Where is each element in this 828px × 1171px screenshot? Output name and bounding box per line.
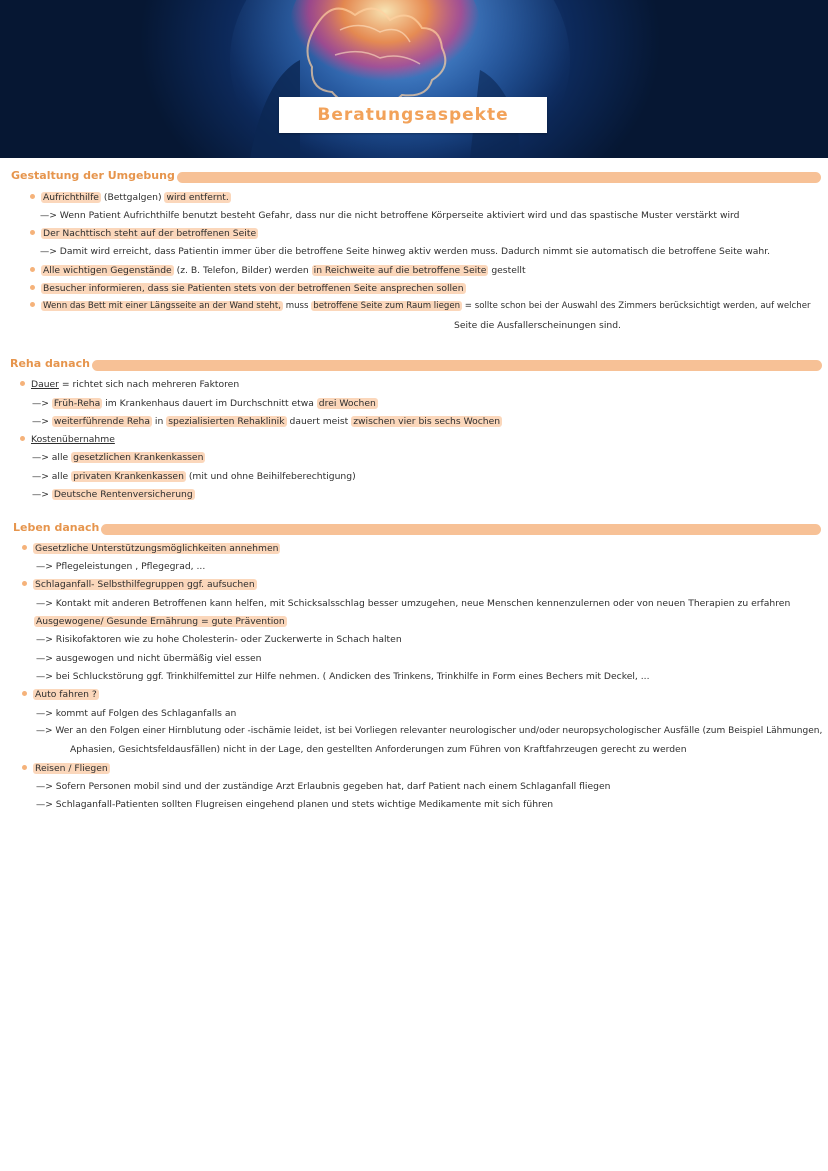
bullet-icon	[30, 285, 35, 290]
heading-label: Reha danach	[10, 357, 90, 370]
list-item: —> kommt auf Folgen des Schlaganfalls an	[36, 708, 237, 719]
list-item: —> Früh-Reha im Krankenhaus dauert im Durchschnitt etwa drei Wochen	[32, 398, 376, 409]
list-item: —> Kontakt mit anderen Betroffenen kann helfen, mit Schicksalsschlag besser umzugehen, neue Menschen kennenzulernen oder von neuen Therapien zu erfahren	[36, 598, 791, 609]
bullet-icon	[30, 267, 35, 272]
heading-label: Leben danach	[13, 521, 100, 534]
list-item: —> Wenn Patient Aufrichthilfe benutzt besteht Gefahr, dass nur die nicht betroffene Körperseite aktiviert wird und das spastische Muster verstärkt wird	[40, 210, 740, 221]
list-item: Schlaganfall- Selbsthilfegruppen ggf. aufsuchen	[22, 578, 257, 591]
list-item: Auto fahren ?	[22, 688, 99, 701]
list-item: —> Wer an den Folgen einer Hirnblutung oder -ischämie leidet, ist bei Vorliegen relevanter neurologischer und/oder neuropsychologischer Ausfälle (zum Beispiel Lähmungen,	[36, 726, 823, 736]
list-item: —> Deutsche Rentenversicherung	[32, 489, 193, 500]
bullet-icon	[22, 765, 27, 770]
list-item: —> Pflegeleistungen , Pflegegrad, ...	[36, 561, 206, 572]
heading-bar	[101, 524, 821, 535]
list-item: —> bei Schluckstörung ggf. Trinkhilfemittel zur Hilfe nehmen. ( Andicken des Trinkens, Trinkhilfe in Form eines Bechers mit Deckel, ...	[36, 671, 650, 682]
bullet-icon	[30, 302, 35, 307]
list-item: —> Damit wird erreicht, dass Patientin immer über die betroffene Seite hinweg aktiv werden muss. Dadurch nimmt sie automatisch die betroffene Seite wahr.	[40, 246, 771, 257]
list-item: —> ausgewogen und nicht übermäßig viel essen	[36, 653, 262, 664]
list-item: Alle wichtigen Gegenstände (z. B. Telefon, Bilder) werden in Reichweite auf die betroffene Seite gestellt	[30, 264, 526, 277]
list-item: Kostenübernahme	[20, 433, 115, 446]
header-banner	[0, 0, 828, 158]
list-item: Ausgewogene/ Gesunde Ernährung = gute Prävention	[36, 616, 285, 627]
brain-illustration	[0, 0, 828, 158]
bullet-icon	[20, 436, 25, 441]
heading-bar	[92, 360, 822, 371]
page-title: Beratungsaspekte	[317, 105, 509, 125]
list-item: —> alle gesetzlichen Krankenkassen	[32, 452, 204, 463]
list-item: —> Schlaganfall-Patienten sollten Flugreisen eingehend planen und stets wichtige Medikamente mit sich führen	[36, 799, 554, 810]
list-item: Seite die Ausfallerscheinungen sind.	[454, 320, 621, 331]
heading-label: Gestaltung der Umgebung	[11, 169, 175, 182]
section-heading-leben	[13, 521, 821, 536]
list-item: Reisen / Fliegen	[22, 762, 110, 775]
list-item: Aphasien, Gesichtsfeldausfällen) nicht in der Lage, den gestellten Anforderungen zum Führen von Kraftfahrzeugen gerecht zu werden	[70, 744, 687, 755]
list-item: Dauer = richtet sich nach mehreren Faktoren	[20, 378, 239, 391]
bullet-icon	[30, 194, 35, 199]
list-item: Wenn das Bett mit einer Längsseite an der Wand steht, muss betroffene Seite zum Raum liegen = sollte schon bei der Auswahl des Zimmers berücksichtigt werden, auf welcher	[30, 300, 811, 313]
section-heading-umgebung	[11, 169, 821, 184]
heading-bar	[177, 172, 821, 183]
bullet-icon	[22, 691, 27, 696]
bullet-icon	[22, 545, 27, 550]
bullet-icon	[30, 230, 35, 235]
list-item: —> alle privaten Krankenkassen (mit und ohne Beihilfeberechtigung)	[32, 471, 356, 482]
list-item: —> Sofern Personen mobil sind und der zuständige Arzt Erlaubnis gegeben hat, darf Patient nach einem Schlaganfall fliegen	[36, 781, 611, 792]
bullet-icon	[22, 581, 27, 586]
list-item: Gesetzliche Unterstützungsmöglichkeiten annehmen	[22, 542, 280, 555]
list-item: Besucher informieren, dass sie Patienten stets von der betroffenen Seite ansprechen sollen	[30, 282, 466, 295]
list-item: —> Risikofaktoren wie zu hohe Cholesterin- oder Zuckerwerte in Schach halten	[36, 634, 402, 645]
title-box	[279, 97, 547, 133]
list-item: —> weiterführende Reha in spezialisierten Rehaklinik dauert meist zwischen vier bis sechs Wochen	[32, 416, 501, 427]
section-heading-reha	[10, 357, 822, 372]
list-item: Der Nachttisch steht auf der betroffenen Seite	[30, 227, 258, 240]
bullet-icon	[20, 381, 25, 386]
list-item: Aufrichthilfe (Bettgalgen) wird entfernt.	[30, 191, 231, 204]
